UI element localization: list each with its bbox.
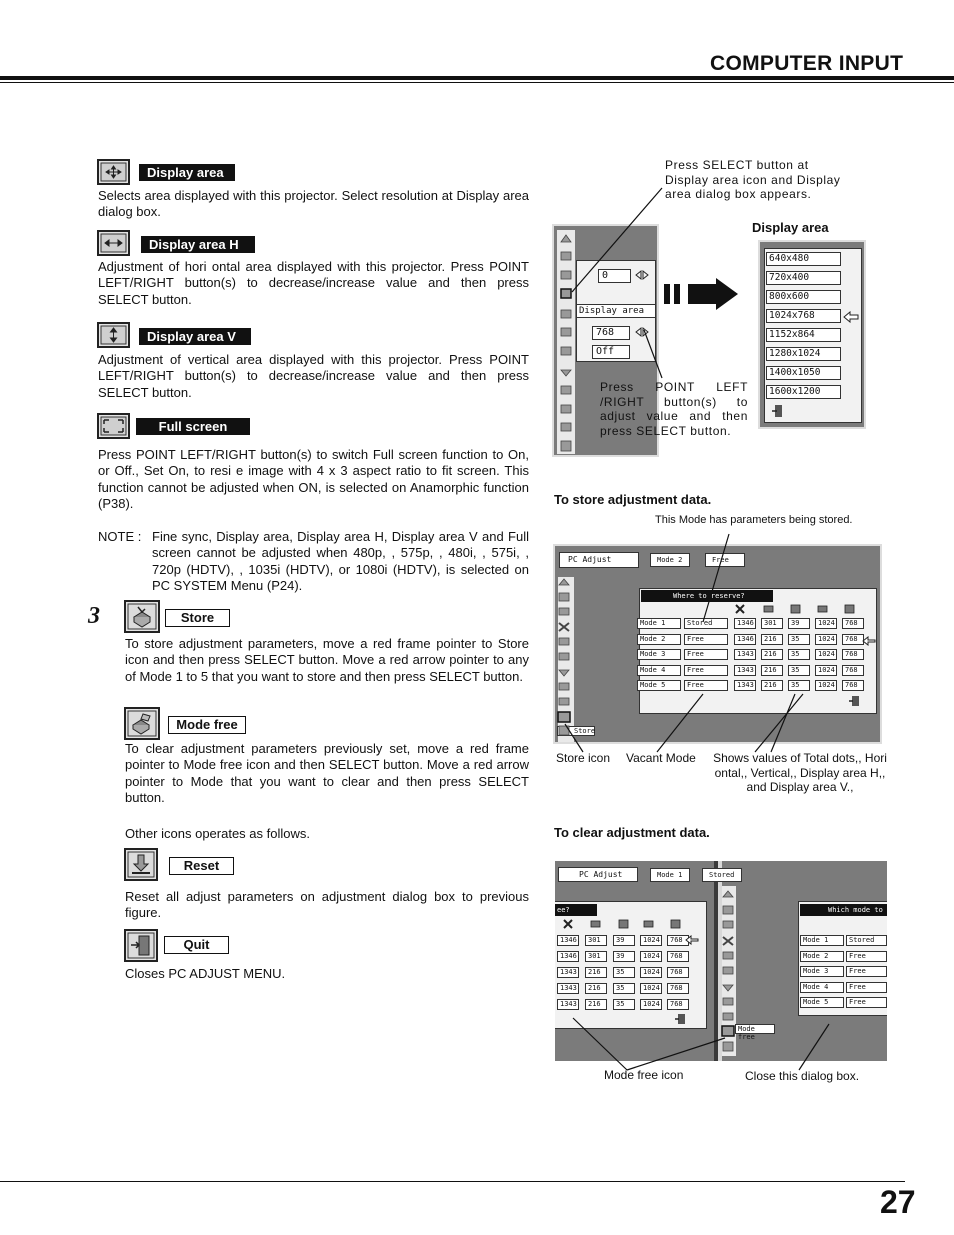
fig1-field-label: Display area bbox=[576, 304, 656, 318]
mode-free-label: Mode free bbox=[168, 716, 246, 734]
reset-icon bbox=[124, 848, 158, 881]
display-area-v-label: Display area V bbox=[139, 328, 251, 345]
full-screen-text: Press POINT LEFT/RIGHT button(s) to switch Full screen function to On, or Off., Set On, to resi e image with 4 x 3 aspect ratio to fit screen. This function cannot be adjusted when ON, is selected on Anamorphic function (P38). bbox=[98, 447, 529, 511]
resolution-option[interactable]: 1024x768 bbox=[766, 309, 841, 323]
arrow-pointer-icon bbox=[843, 311, 859, 323]
clear-mode-name: Mode 5 bbox=[800, 997, 844, 1008]
clear-value: 1024 bbox=[640, 935, 662, 946]
clear-value: 1343 bbox=[557, 999, 579, 1010]
page-number: 27 bbox=[880, 1184, 916, 1220]
display-area-h-text: Adjustment of hori ontal area displayed with this projector. Press POINT LEFT/RIGHT button(s) to decrease/increase value and then press SELECT button. bbox=[98, 259, 529, 307]
clear-mode-state: Free bbox=[846, 997, 887, 1008]
clear-mode-name: Mode 2 bbox=[800, 951, 844, 962]
display-area-v-text: Adjustment of vertical area displayed with this projector. Press POINT LEFT/RIGHT button(s) to decrease/increase value and then press SELECT button. bbox=[98, 352, 529, 400]
quit-small-icon bbox=[771, 404, 783, 418]
store-mode-value: 1346 bbox=[734, 634, 756, 645]
note-text: Fine sync, Display area, Display area H, Display area V and Full screen cannot be adjusted when 480p, , 575p, , 480i, , 575i, , 720p (HDTV), , 1035i (HDTV), or 1080i (HDTV), is selected on PC SYSTEM Menu (P24). bbox=[152, 529, 529, 593]
store-mode-value: 35 bbox=[788, 634, 810, 645]
store-mode-value: 39 bbox=[788, 618, 810, 629]
store-mode-value: 1343 bbox=[734, 665, 756, 676]
clear-tab-mode: Mode 1 bbox=[650, 868, 690, 882]
store-mode-value: 1024 bbox=[815, 665, 837, 676]
store-icon bbox=[124, 600, 160, 633]
store-mode-state: Free bbox=[684, 634, 728, 645]
resolution-option[interactable]: 1280x1024 bbox=[766, 347, 841, 361]
store-section-callout: This Mode has parameters being stored. bbox=[655, 514, 853, 526]
store-mode-value: 35 bbox=[788, 665, 810, 676]
store-section-heading: To store adjustment data. bbox=[554, 492, 712, 507]
store-mode-value: 216 bbox=[761, 634, 783, 645]
mode-free-icon bbox=[124, 707, 160, 740]
store-mode-value: 1343 bbox=[734, 649, 756, 660]
resolution-option[interactable]: 720x400 bbox=[766, 271, 841, 285]
store-mode-value: 216 bbox=[761, 665, 783, 676]
label-vacant-mode: Vacant Mode bbox=[626, 751, 696, 765]
store-tab-state: Free bbox=[705, 553, 745, 567]
display-area-label: Display area bbox=[139, 164, 235, 181]
clear-tab-pc-adjust: PC Adjust bbox=[558, 867, 638, 882]
clear-value: 35 bbox=[613, 999, 635, 1010]
store-mode-state: Free bbox=[684, 680, 728, 691]
fig1-field-768: 768 bbox=[592, 326, 630, 340]
note-prefix: NOTE : bbox=[98, 529, 142, 544]
reset-text: Reset all adjust parameters on adjustment dialog box to previous figure. bbox=[125, 889, 529, 921]
clear-mode-name: Mode 3 bbox=[800, 966, 844, 977]
clear-value: 768 bbox=[667, 951, 689, 962]
display-area-h-label: Display area H bbox=[141, 236, 255, 253]
clear-value: 768 bbox=[667, 967, 689, 978]
fig1-field-off: Off bbox=[592, 345, 630, 359]
full-screen-label: Full screen bbox=[136, 418, 250, 435]
clear-value: 301 bbox=[585, 935, 607, 946]
store-mode-name: Mode 2 bbox=[637, 634, 681, 645]
clear-value: 1343 bbox=[557, 983, 579, 994]
clear-tab-state: Stored bbox=[702, 868, 742, 882]
clear-dialog-title: Which mode to bbox=[800, 904, 887, 916]
quit-icon bbox=[124, 929, 158, 962]
display-area-text: Selects area displayed with this projector. Select resolution at Display area dialog box. bbox=[98, 188, 529, 220]
footer-rule bbox=[0, 1181, 905, 1182]
clear-value: 39 bbox=[613, 935, 635, 946]
clear-value: 768 bbox=[667, 999, 689, 1010]
store-mode-name: Mode 4 bbox=[637, 665, 681, 676]
clear-value: 216 bbox=[585, 999, 607, 1010]
store-mode-value: 1346 bbox=[734, 618, 756, 629]
fig1-callout-bottom: Press POINT LEFT /RIGHT button(s) to adjust value and then press SELECT button. bbox=[600, 380, 748, 438]
store-mode-value: 1024 bbox=[815, 680, 837, 691]
store-mode-state: Stored bbox=[684, 618, 728, 629]
clear-dialog-fragment: ee? bbox=[555, 904, 597, 916]
clear-value: 1346 bbox=[557, 935, 579, 946]
header-rule-thin bbox=[0, 82, 954, 83]
header-rule bbox=[0, 76, 954, 80]
store-mode-value: 301 bbox=[761, 618, 783, 629]
store-mode-value: 768 bbox=[842, 634, 864, 645]
store-mode-state: Free bbox=[684, 649, 728, 660]
clear-value: 301 bbox=[585, 951, 607, 962]
full-screen-icon bbox=[97, 413, 130, 439]
fig1-field-top: 0 bbox=[598, 269, 631, 283]
clear-value: 39 bbox=[613, 951, 635, 962]
store-mode-value: 768 bbox=[842, 649, 864, 660]
clear-arrow-pointer-icon bbox=[685, 935, 699, 945]
clear-values-table bbox=[557, 935, 685, 1013]
store-mode-value: 1024 bbox=[815, 634, 837, 645]
clear-column-icons bbox=[558, 918, 698, 930]
clear-mode-name: Mode 4 bbox=[800, 982, 844, 993]
clear-value: 35 bbox=[613, 967, 635, 978]
store-text: To store adjustment parameters, move a red frame pointer to Store icon and then press SELECT button. Move a red arrow pointer to any of Mode 1 to 5 that you want to store and then press SELECT button. bbox=[125, 636, 529, 684]
clear-value: 1024 bbox=[640, 999, 662, 1010]
store-mode-value: 1024 bbox=[815, 618, 837, 629]
clear-value: 1024 bbox=[640, 983, 662, 994]
clear-mode-state: Free bbox=[846, 966, 887, 977]
label-mode-free-icon: Mode free icon bbox=[604, 1068, 684, 1082]
clear-value: 768 bbox=[667, 935, 689, 946]
store-dialog-title: Where to reserve? bbox=[641, 590, 773, 602]
label-store-icon: Store icon bbox=[556, 751, 611, 765]
store-tab-pc-adjust: PC Adjust bbox=[559, 552, 639, 568]
store-tab-mode: Mode 2 bbox=[650, 553, 690, 567]
store-mode-value: 1343 bbox=[734, 680, 756, 691]
store-label: Store bbox=[165, 609, 230, 627]
display-area-v-icon bbox=[97, 322, 130, 348]
store-mode-value: 768 bbox=[842, 618, 864, 629]
clear-value: 1024 bbox=[640, 951, 662, 962]
fig1-dialog-title: Display area bbox=[752, 220, 829, 235]
mode-free-tag: Mode free bbox=[735, 1024, 775, 1034]
store-mode-name: Mode 1 bbox=[637, 618, 681, 629]
store-mode-value: 216 bbox=[761, 649, 783, 660]
page-header-title: COMPUTER INPUT bbox=[710, 52, 904, 75]
label-close-dialog: Close this dialog box. bbox=[745, 1069, 860, 1083]
mode-free-text: To clear adjustment parameters previously set, move a red frame pointer to Mode free icon and then SELECT button. Move a red arrow pointer to Mode that you want to clear and then press SELECT button. bbox=[125, 741, 529, 805]
quit-label: Quit bbox=[164, 936, 229, 954]
display-area-icon bbox=[97, 159, 130, 185]
clear-value: 768 bbox=[667, 983, 689, 994]
other-icons-text: Other icons operates as follows. bbox=[125, 826, 310, 841]
clear-value: 1343 bbox=[557, 967, 579, 978]
resolution-option[interactable]: 1400x1050 bbox=[766, 366, 841, 380]
resolution-option[interactable]: 800x600 bbox=[766, 290, 841, 304]
clear-mode-name: Mode 1 bbox=[800, 935, 844, 946]
resolution-option[interactable]: 1600x1200 bbox=[766, 385, 841, 399]
display-area-h-icon bbox=[97, 230, 130, 256]
clear-value: 35 bbox=[613, 983, 635, 994]
store-mode-value: 768 bbox=[842, 665, 864, 676]
store-mode-value: 35 bbox=[788, 680, 810, 691]
store-mode-name: Mode 3 bbox=[637, 649, 681, 660]
quit-text: Closes PC ADJUST MENU. bbox=[125, 966, 286, 981]
step-number: 3 bbox=[88, 603, 100, 629]
label-values: Shows values of Total dots,, Hori ontal,, Vertical,, Display area H,, and Display area V., bbox=[713, 751, 887, 794]
clear-value: 1024 bbox=[640, 967, 662, 978]
store-mode-value: 216 bbox=[761, 680, 783, 691]
store-mode-value: 768 bbox=[842, 680, 864, 691]
clear-mode-table bbox=[800, 935, 887, 1013]
store-mode-state: Free bbox=[684, 665, 728, 676]
clear-value: 216 bbox=[585, 967, 607, 978]
fig1-callout-top: Press SELECT button at Display area icon and Display area dialog box appears. bbox=[665, 158, 841, 201]
resolution-option[interactable]: 640x480 bbox=[766, 252, 841, 266]
clear-mode-state: Free bbox=[846, 951, 887, 962]
store-tag: Store bbox=[557, 726, 595, 736]
store-mode-value: 1024 bbox=[815, 649, 837, 660]
clear-mode-state: Stored bbox=[846, 935, 887, 946]
clear-value: 216 bbox=[585, 983, 607, 994]
store-mode-value: 35 bbox=[788, 649, 810, 660]
resolution-option[interactable]: 1152x864 bbox=[766, 328, 841, 342]
clear-value: 1346 bbox=[557, 951, 579, 962]
reset-label: Reset bbox=[169, 857, 234, 875]
clear-section-heading: To clear adjustment data. bbox=[554, 825, 710, 840]
store-mode-name: Mode 5 bbox=[637, 680, 681, 691]
clear-mode-state: Free bbox=[846, 982, 887, 993]
